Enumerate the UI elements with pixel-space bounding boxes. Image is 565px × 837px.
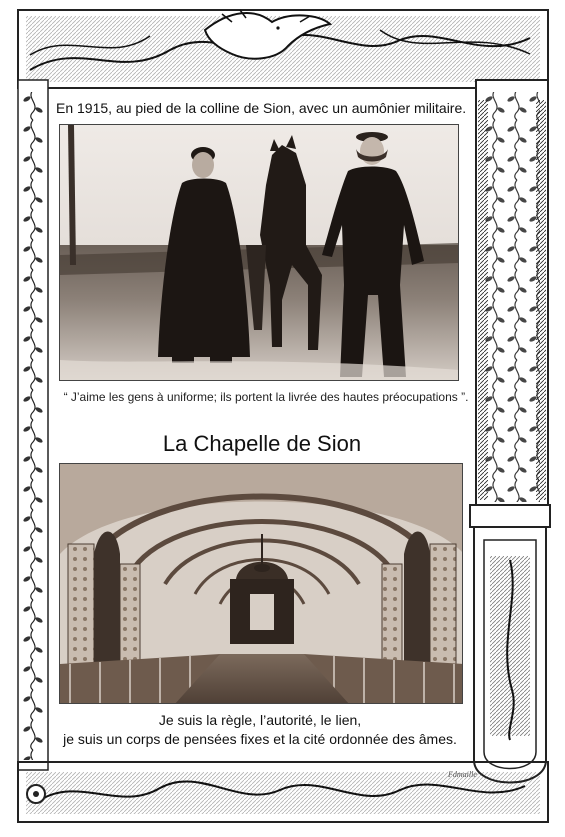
photo-chaplain-and-horse [59,124,459,381]
caption-top: En 1915, au pied de la colline de Sion, avec un aumônier militaire. [56,100,467,116]
photo-chapel-interior [59,463,463,704]
artist-signature: Fdmaille [448,770,477,779]
left-border-column [18,80,48,770]
quote-text: “ J’aime les gens à uniforme; ils portent la livrée des hautes préocupations ”. [63,390,469,404]
verse-line-1: Je suis la règle, l’autorité, le lien, [158,712,362,728]
verse-line-2: je suis un corps de pensées fixes et la cité ordonnée des âmes. [63,731,457,747]
verse-block [40,711,480,749]
right-border-column [470,80,550,783]
section-title: La Chapelle de Sion [162,431,362,456]
